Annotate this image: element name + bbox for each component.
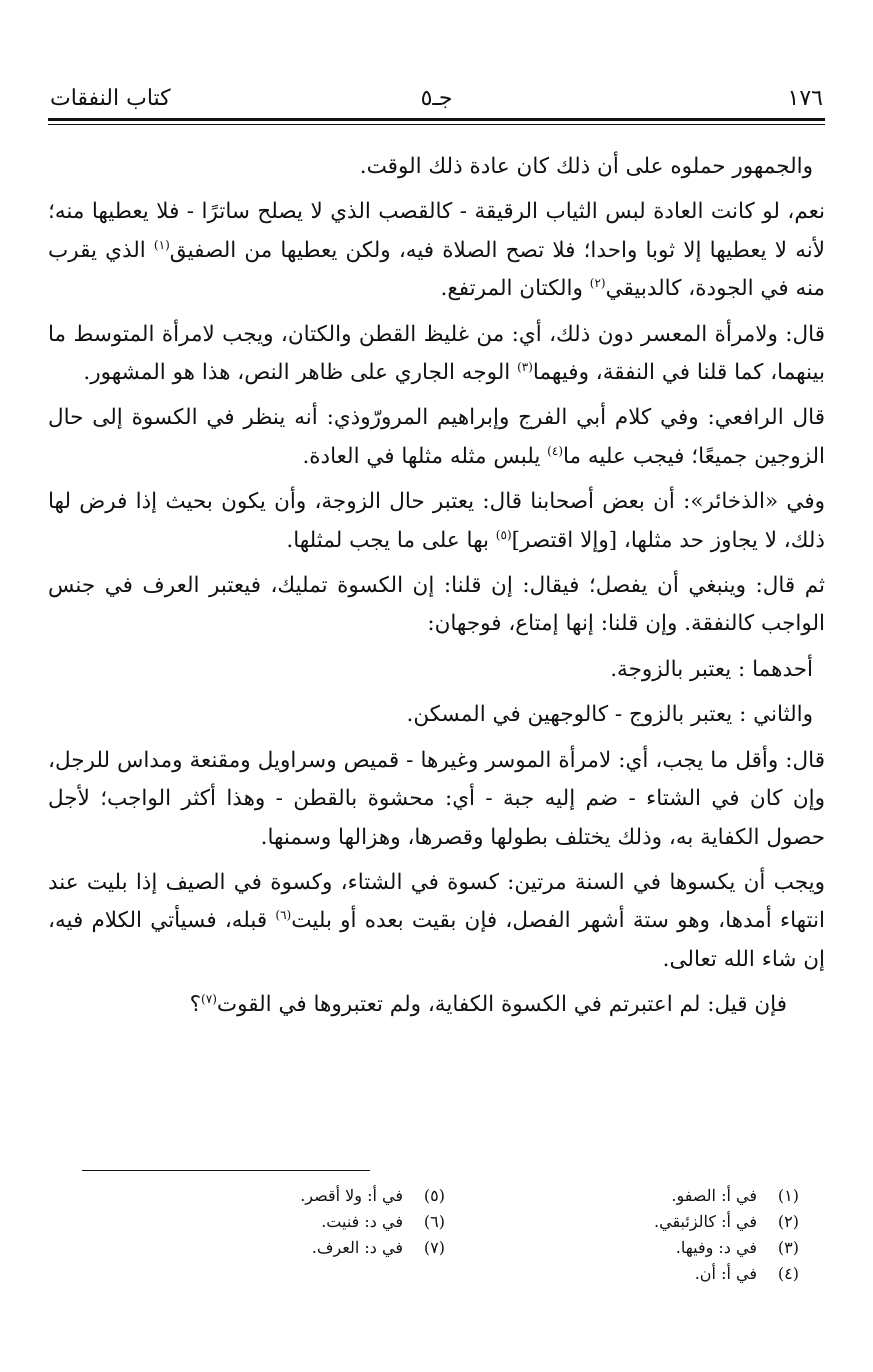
footnote-ref: (٢) <box>589 276 606 291</box>
footnote-column <box>300 1183 445 1261</box>
footnote-number: (٢) <box>777 1212 799 1231</box>
footnote-text: في أ: أن. <box>694 1264 757 1283</box>
footnote-ref: (٦) <box>275 908 292 923</box>
footnote-number: (٧) <box>423 1238 445 1257</box>
footnote <box>300 1209 445 1235</box>
footnote-ref: (١) <box>153 237 170 252</box>
footnote-number: (١) <box>777 1186 799 1205</box>
footnote-text: في د: فنيت. <box>321 1212 403 1231</box>
footnote-text: في د: العرف. <box>311 1238 403 1257</box>
header-rule <box>48 118 825 121</box>
paragraph: والثاني : يعتبر بالزوج - كالوجهين في المسكن. <box>406 702 813 728</box>
footnote <box>654 1235 799 1261</box>
footnote-ref: (٣) <box>517 359 533 374</box>
volume-label: جـ٥ <box>420 86 453 111</box>
footnote-ref: (٧) <box>201 991 217 1006</box>
paragraph: نعم، لو كانت العادة لبس الثياب الرقيقة - كالقصب الذي لا يصلح ساترًا - فلا يعطيها منه؛ لأنه لا يعطيها إلا ثوبا واحدا؛ فلا تصح الصلاة فيه، ولكن يعطيها من الصفيق$^{(١)}$ الذي يقرب منه في الجودة، كالدبيقي$^{(٢)}$ والكتان المرتفع. <box>48 199 825 302</box>
footnote <box>300 1183 445 1209</box>
footnote <box>654 1261 799 1287</box>
paragraph: والجمهور حملوه على أن ذلك كان عادة ذلك الوقت. <box>359 154 813 179</box>
footnote <box>300 1235 445 1261</box>
footnote-ref: (٥) <box>495 527 512 542</box>
book-title: كتاب النفقات <box>50 86 171 111</box>
footnote-rule <box>82 1170 370 1171</box>
footnote-text: في أ: كالزئبقي. <box>654 1212 757 1231</box>
paragraph: ثم قال: وينبغي أن يفصل؛ فيقال: إن قلنا: إن الكسوة تمليك، فيعتبر العرف في جنس الواجب كالنفقة. وإن قلنا: إنها إمتاع، فوجهان: <box>48 573 825 637</box>
page-number: ١٧٦ <box>787 86 823 111</box>
paragraph: أحدهما : يعتبر بالزوجة. <box>610 656 813 682</box>
footnote-text: في د: وفيها. <box>675 1238 757 1257</box>
footnote-number: (٥) <box>423 1186 445 1205</box>
paragraph: قال: ولامرأة المعسر دون ذلك، أي: من غليظ القطن والكتان، ويجب لامرأة المتوسط ما بينهما، كما قلنا في النفقة، وفيهما$^{(٣)}$ الوجه الجاري على ظاهر النص، هذا هو المشهور. <box>48 321 825 386</box>
paragraph: قال: وأقل ما يجب، أي: لامرأة الموسر وغيرها - قميص وسراويل ومقنعة ومداس للرجل، وإن كان في الشتاء - ضم إليه جبة - أي: محشوة بالقطن - وهذا أكثر الواجب؛ لأجل حصول الكفاية به، وذلك يختلف بطولها وقصرها، وهزالها وسمنها. <box>48 747 825 850</box>
footnote-text: في أ: الصفو. <box>671 1186 757 1205</box>
footnote-number: (٣) <box>777 1238 799 1257</box>
footnote-column <box>654 1183 799 1287</box>
footnote <box>654 1209 799 1235</box>
footnote-number: (٦) <box>423 1212 445 1231</box>
paragraph: فإن قيل: لم اعتبرتم في الكسوة الكفاية، ولم تعتبروها في القوت$^{(٧)}$؟ <box>189 991 787 1018</box>
header-rule-thin <box>48 124 825 125</box>
paragraph: وفي «الذخائر»: أن بعض أصحابنا قال: يعتبر حال الزوجة، وأن يكون بحيث إذا فرض لها ذلك، لا يجاوز حد مثلها، [وإلا اقتصر]$^{(٥)}$ بها على ما يجب لمثلها. <box>48 489 825 553</box>
footnote-number: (٤) <box>777 1264 799 1283</box>
footnote-ref: (٤) <box>547 443 563 458</box>
paragraph: ويجب أن يكسوها في السنة مرتين: كسوة في الشتاء، وكسوة في الصيف إذا بليت عند انتهاء أمدها، وهو ستة أشهر الفصل، فإن بقيت بعده أو بليت$^{(٦)}$ قبله، فسيأتي الكلام فيه، إن شاء الله تعالى. <box>48 869 825 972</box>
footnote-text: في أ: ولا أقصر. <box>300 1186 403 1205</box>
main-text <box>48 148 825 1032</box>
paragraph: قال الرافعي: وفي كلام أبي الفرج وإبراهيم المرورّوذي: أنه ينظر في الكسوة إلى حال الزوجين جميعًا؛ فيجب عليه ما$^{(٤)}$ يلبس مثله مثلها في العادة. <box>48 405 825 469</box>
footnote <box>654 1183 799 1209</box>
